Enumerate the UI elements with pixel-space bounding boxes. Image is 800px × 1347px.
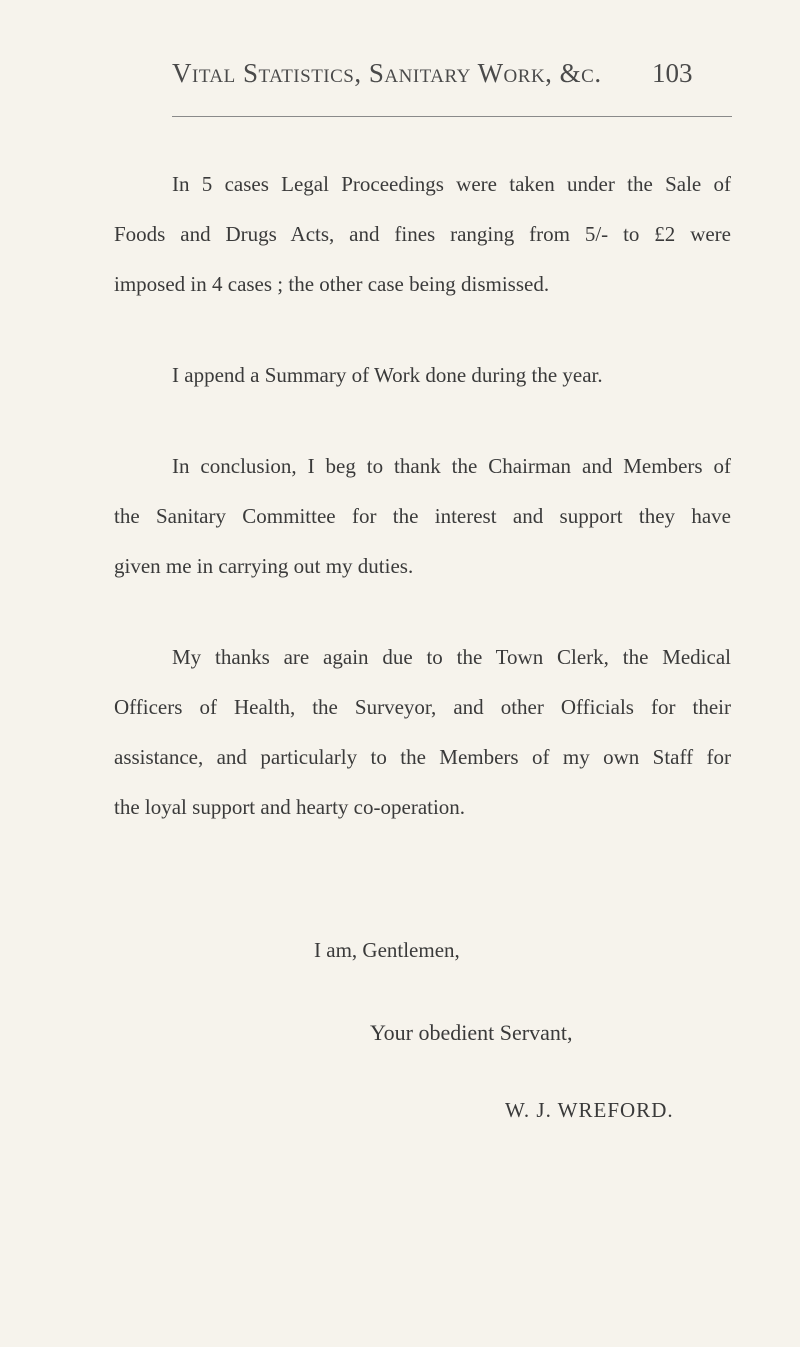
valediction: Your obedient Servant, xyxy=(370,1020,573,1045)
paragraph-3-line-1: In conclusion, I beg to thank the Chairman and Members of xyxy=(172,454,731,478)
paragraph-1-line-3: imposed in 4 cases ; the other case being dismissed. xyxy=(114,272,550,296)
paragraph-4-line-2: Officers of Health, the Surveyor, and other Officials for their xyxy=(114,695,731,719)
paragraph-1-line-1: In 5 cases Legal Proceedings were taken under the Sale of xyxy=(172,172,731,196)
paragraph-4-line-1: My thanks are again due to the Town Clerk, the Medical xyxy=(172,645,731,669)
paragraph-2-line-1: I append a Summary of Work done during the year. xyxy=(172,363,603,387)
page-number: 103 xyxy=(652,58,693,88)
paragraph-3-line-3: given me in carrying out my duties. xyxy=(114,554,414,578)
salutation: I am, Gentlemen, xyxy=(314,938,460,962)
running-title: Vital Statistics, Sanitary Work, &c. xyxy=(172,58,602,88)
paragraph-4-line-4: the loyal support and hearty co-operation. xyxy=(114,795,466,819)
paragraph-1-line-2: Foods and Drugs Acts, and fines ranging from 5/- to £2 were xyxy=(114,222,731,246)
paragraph-3-line-2: the Sanitary Committee for the interest and support they have xyxy=(114,504,731,528)
signature: W. J. WREFORD. xyxy=(505,1098,674,1122)
paragraph-4-line-3: assistance, and particularly to the Members of my own Staff for xyxy=(114,745,731,769)
header-rule xyxy=(172,116,732,117)
